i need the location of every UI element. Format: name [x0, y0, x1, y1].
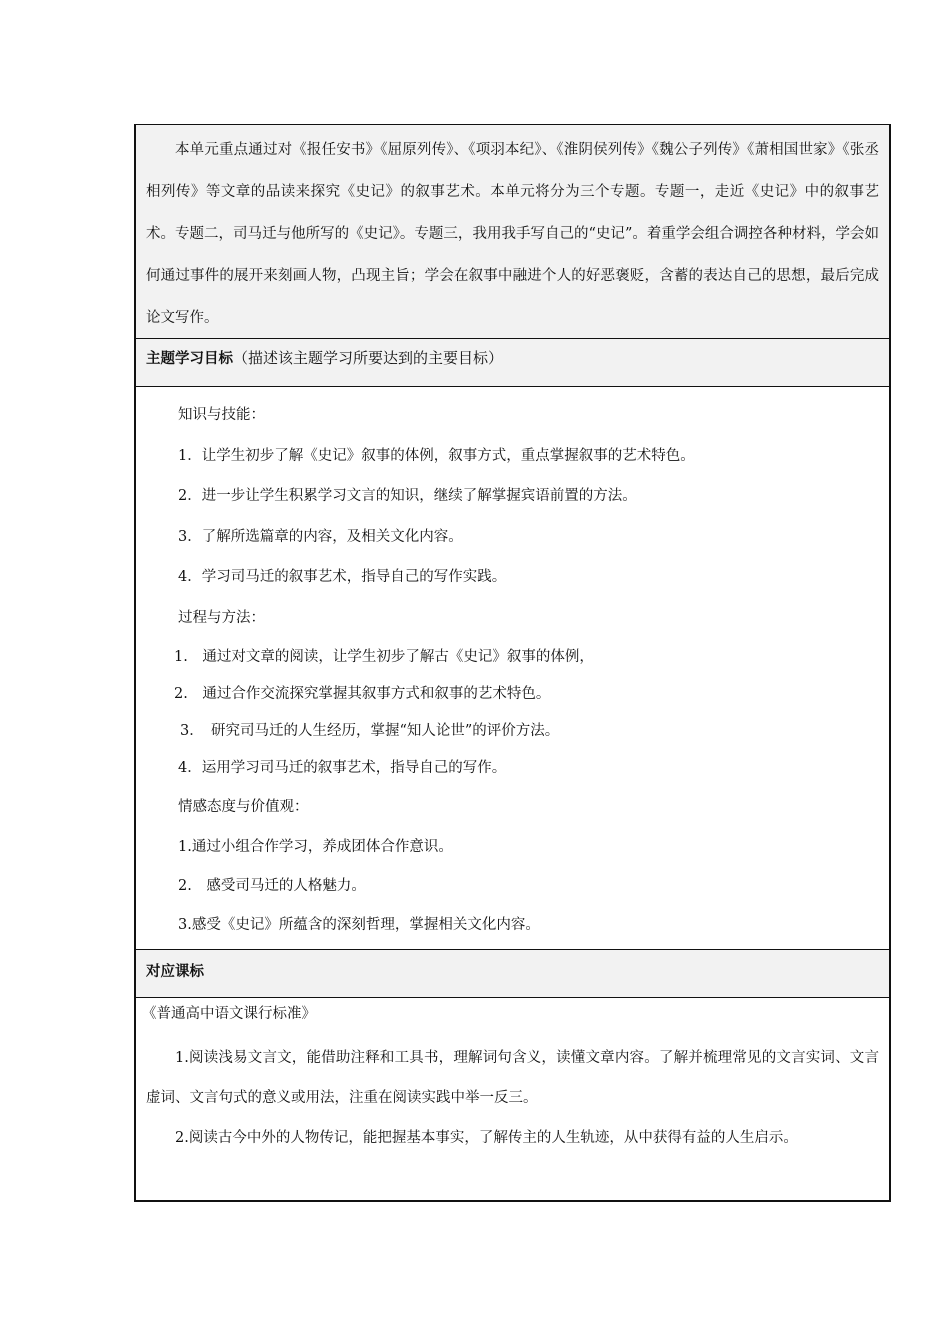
standards-cell	[136, 998, 889, 1200]
emotion-item: 2. 感受司马迁的人格魅力。	[178, 877, 366, 894]
knowledge-heading: 知识与技能：	[178, 407, 265, 423]
standards-doc-title: 《普通高中语文课行标准》	[142, 1006, 316, 1022]
goals-cell	[136, 387, 889, 950]
standards-header-title: 对应课标	[146, 964, 204, 980]
process-item: 3． 研究司马迁的人生经历，掌握“知人论世”的评价方法。	[180, 722, 560, 739]
standards-header-cell	[136, 950, 889, 998]
process-item: 1. 通过对文章的阅读，让学生初步了解古《史记》叙事的体例，	[174, 648, 594, 665]
lesson-table	[134, 124, 891, 1202]
process-item: 4．运用学习司马迁的叙事艺术，指导自己的写作。	[178, 759, 507, 776]
goals-header-note: （描述该主题学习所要达到的主要目标）	[233, 349, 504, 367]
unit-intro-text: 本单元重点通过对《报任安书》《屈原列传》、《项羽本纪》、《淮阴侯列传》《魏公子列传》《萧相国世家》《张丞相列传》等文章的品读来探究《史记》的叙事艺术。本单元将分为三个专题。专题一，走近《史记》中的叙事艺术。专题二，司马迁与他所写的《史记》。专题三，我用我手写自己的“史记”。着重学会组合调控各种材料，学会如何通过事件的展开来刻画人物，凸现主旨；学会在叙事中融进个人的好恶褒贬，含蓄的表达自己的思想，最后完成论文写作。	[146, 142, 879, 326]
standard-item: 2.阅读古今中外的人物传记，能把握基本事实，了解传主的人生轨迹，从中获得有益的人生启示。	[175, 1130, 798, 1146]
goals-header-cell	[136, 339, 889, 387]
goals-header-title: 主题学习目标	[146, 351, 233, 367]
process-heading: 过程与方法：	[178, 609, 265, 626]
standard-item: 1.阅读浅易文言文，能借助注释和工具书，理解词句含义，读懂文章内容。了解并梳理常见的文言实词、文言虚词、文言句式的意义或用法，注重在阅读实践中举一反三。	[146, 1050, 879, 1106]
process-item: 2. 通过合作交流探究掌握其叙事方式和叙事的艺术特色。	[174, 685, 551, 702]
unit-intro-cell	[136, 125, 889, 339]
emotion-item: 3.感受《史记》所蕴含的深刻哲理，掌握相关文化内容。	[178, 916, 540, 933]
knowledge-item: 4．学习司马迁的叙事艺术，指导自己的写作实践。	[178, 569, 507, 586]
knowledge-item: 3．了解所选篇章的内容，及相关文化内容。	[178, 528, 463, 545]
emotion-heading: 情感态度与价值观：	[178, 798, 309, 815]
knowledge-item: 1．让学生初步了解《史记》叙事的体例，叙事方式，重点掌握叙事的艺术特色。	[178, 447, 695, 464]
knowledge-item: 2．进一步让学生积累学习文言的知识，继续了解掌握宾语前置的方法。	[178, 488, 637, 505]
emotion-item: 1.通过小组合作学习，养成团体合作意识。	[178, 839, 453, 856]
